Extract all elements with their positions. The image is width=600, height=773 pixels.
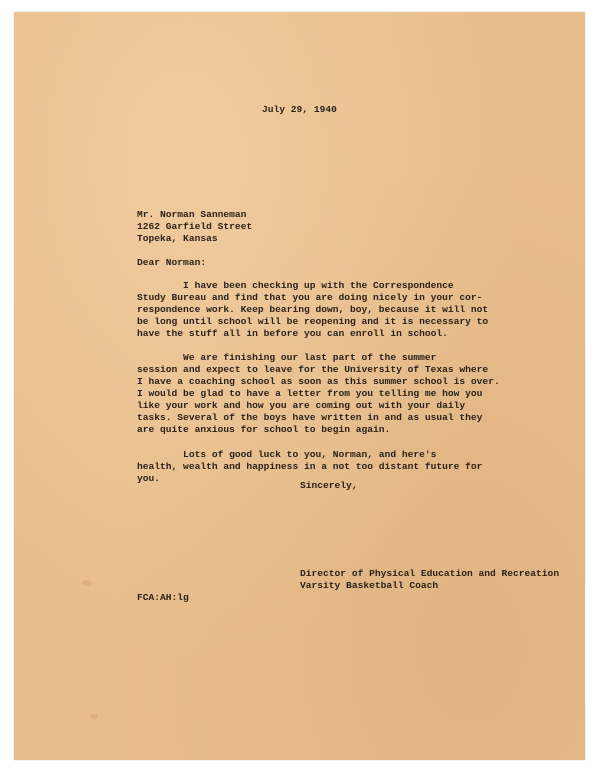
recipient-city: Topeka, Kansas [137, 233, 218, 244]
salutation: Dear Norman: [137, 257, 207, 268]
paragraph-3-line: Lots of good luck to you, Norman, and here's [137, 449, 437, 460]
paragraph-2-line: I would be glad to have a letter from you telling me how you [137, 388, 483, 399]
reference-initials: FCA:AH:lg [137, 592, 189, 603]
paper-stain [90, 714, 98, 719]
paragraph-1-line: have the stuff all in before you can enroll in school. [137, 328, 448, 339]
paragraph-3-line: you. [137, 473, 161, 484]
letter-date: July 29, 1940 [262, 104, 337, 115]
paper-stain [82, 580, 92, 586]
closing: Sincerely, [300, 480, 358, 491]
signature-title-coach: Varsity Basketball Coach [300, 580, 439, 591]
paragraph-2-line: like your work and how you are coming out with your daily [137, 400, 466, 411]
recipient-street: 1262 Garfield Street [137, 221, 253, 232]
signature-title-director: Director of Physical Education and Recreation [300, 568, 560, 579]
paragraph-1-line: respondence work. Keep bearing down, boy, because it will not [137, 304, 489, 315]
paragraph-1-line: I have been checking up with the Correspondence [137, 280, 454, 291]
paragraph-2-line: tasks. Several of the boys have written in and as usual they [137, 412, 483, 423]
paragraph-1-line: be long until school will be reopening and it is necessary to [137, 316, 489, 327]
paragraph-2-line: session and expect to leave for the University of Texas where [137, 364, 489, 375]
paragraph-2-line: We are finishing our last part of the summer [137, 352, 437, 363]
paragraph-3-line: health, wealth and happiness in a not too distant future for [137, 461, 483, 472]
recipient-name: Mr. Norman Sanneman [137, 209, 247, 220]
paragraph-2-line: are quite anxious for school to begin again. [137, 424, 391, 435]
paragraph-2-line: I have a coaching school as soon as this summer school is over. [137, 376, 500, 387]
paragraph-1-line: Study Bureau and find that you are doing nicely in your cor- [137, 292, 483, 303]
